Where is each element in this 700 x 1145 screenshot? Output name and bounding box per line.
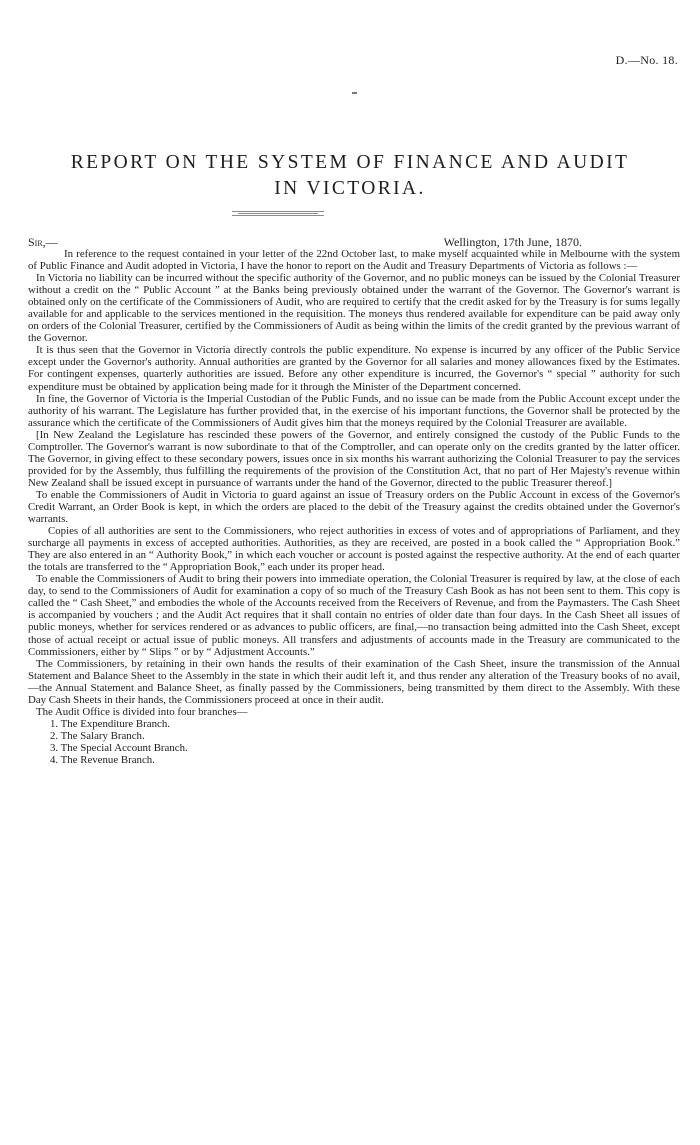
branch-item: 1. The Expenditure Branch. <box>50 717 170 730</box>
title-divider-bottom <box>232 215 324 216</box>
branch-item: 2. The Salary Branch. <box>50 729 145 742</box>
paragraph-1: In reference to the request contained in your letter of the 22nd October last, to make myself acquainted while in Melbourne with the system of Public Finance and Audit adopted in Victoria, I have the honor to report on the Audit and Treasury Departments of Victoria as follows :— <box>28 248 680 273</box>
report-title-line-1: REPORT ON THE SYSTEM OF FINANCE AND AUDIT <box>70 152 630 173</box>
salutation: Sir,— <box>28 235 58 249</box>
branches-intro: The Audit Office is divided into four branches— <box>36 705 248 718</box>
paragraph-9: The Commissioners, by retaining in their own hands the results of their examination of the Cash Sheet, insure the transmission of the Annual Statement and Balance Sheet to the Assembly in the state in which their audit left it, and thus render any alteration of the Treasury books of no avail,—the Annual Statement and Balance Sheet, as finally passed by the Commissioners, being transmitted by them direct to the Assembly. With these Day Cash Sheets in their hands, the Commissioners proceed at once in their audit. <box>28 657 680 706</box>
ink-speck <box>352 92 357 94</box>
paragraph-5: [In New Zealand the Legislature has rescinded these powers of the Governor, and entirely consigned the custody of the Public Funds to the Comptroller. The Governor's warrant is now subordinate to that of the Comptroller, and can operate only on the credits granted by the latter officer. The Governor, in giving effect to these secondary powers, issues once in six months his warrant authorizing the Colonial Treasurer to pay the services provided for by the Assembly, thus fulfilling the requirements of the provision of the Constitution Act, that no part of Her Majesty's revenue within New Zealand shall be issued except in pursuance of warrants under the hand of the Governor, directed to the public Treasurer thereof.] <box>28 428 680 489</box>
title-divider-top <box>232 211 324 212</box>
paragraph-3: It is thus seen that the Governor in Victoria directly controls the public expenditure. No expense is incurred by any officer of the Public Service except under the Governor's authority. Annual authorities are granted by the Governor for all salaries and money allowances fixed by the Estimates. For contingent expenses, quarterly authorities are issued. Before any other expenditure is incurred, the Governor's “ special ” authority for such expenditure must be obtained by application being made for it through the Minister of the Department concerned. <box>28 344 680 393</box>
report-title-line-2: IN VICTORIA. <box>274 178 426 199</box>
branches-list <box>28 718 680 766</box>
branch-item: 4. The Revenue Branch. <box>50 753 155 766</box>
letter-body <box>28 248 680 766</box>
branch-item: 3. The Special Account Branch. <box>50 741 188 754</box>
paragraph-7: Copies of all authorities are sent to the Commissioners, who reject authorities in excess of votes and of appropriations of Parliament, and they surcharge all payments in excess of accepted authorities. Authorities, as they are received, are posted in a book called the “ Appropriation Book.” They are also entered in an “ Authority Book,” in which each voucher or account is posted against the respective authority. At the end of each quarter the totals are transferred to the “ Appropriation Book,” each under its proper head. <box>28 525 680 574</box>
dateline: Wellington, 17th June, 1870. <box>443 235 582 249</box>
report-title <box>0 150 700 202</box>
title-divider-middle <box>238 213 318 214</box>
paragraph-4: In fine, the Governor of Victoria is the Imperial Custodian of the Public Funds, and no issue can be made from the Public Account except under the authority of his warrant. The Legislature has further provided that, in the exercise of his important functions, the Governor shall be protected by the assurance which the certificate of the Commissioners of Audit gives him that the moneys required by the Colonial Treasurer are available. <box>28 392 680 429</box>
paragraph-6: To enable the Commissioners of Audit in Victoria to guard against an issue of Treasury orders on the Public Account in excess of the Governor's Credit Warrant, an Order Book is kept, in which the orders are placed to the debit of the Treasury against the credits obtained under the Governor's warrants. <box>28 488 680 526</box>
page-reference: D.—No. 18. <box>615 53 678 67</box>
paragraph-8: To enable the Commissioners of Audit to bring their powers into immediate operation, the Colonial Treasurer is required by law, at the close of each day, to send to the Commissioners of Audit for examination a copy of so much of the Treasury Cash Book as has not been sent to them. This copy is called the “ Cash Sheet,” and embodies the whole of the Accounts received from the Receivers of Revenue, and from the Paymasters. The Cash Sheet is accompanied by vouchers ; and the Audit Act requires that it shall contain no entries of older date than four days. In the Cash Sheet all issues of public moneys, whether for services rendered or as advances to public officers, are final,—no transaction being admitted into the Cash Sheet, except those of actual receipt or actual issue of public moneys. All transfers and adjustments of accounts made in the Treasury are communicated to the Commissioners, either by “ Slips ” or by “ Adjustment Accounts.” <box>28 573 680 658</box>
paragraph-2: In Victoria no liability can be incurred without the specific authority of the Governor, and no public moneys can be issued by the Colonial Treasurer without a credit on the “ Public Account ” at the Banks being previously obtained under the warrant of the Governor. The Governor's warrant is obtained only on the certificate of the Commissioners of Audit, who are required to certify that the credit asked for by the Treasury is for sums legally available for and applicable to the services mentioned in the requisition. The moneys thus rendered available for expenditure can be paid away only on orders of the Colonial Treasurer, certified by the Commissioners of Audit as being within the limits of the credit granted by the previous warrant of the Governor. <box>28 272 680 345</box>
